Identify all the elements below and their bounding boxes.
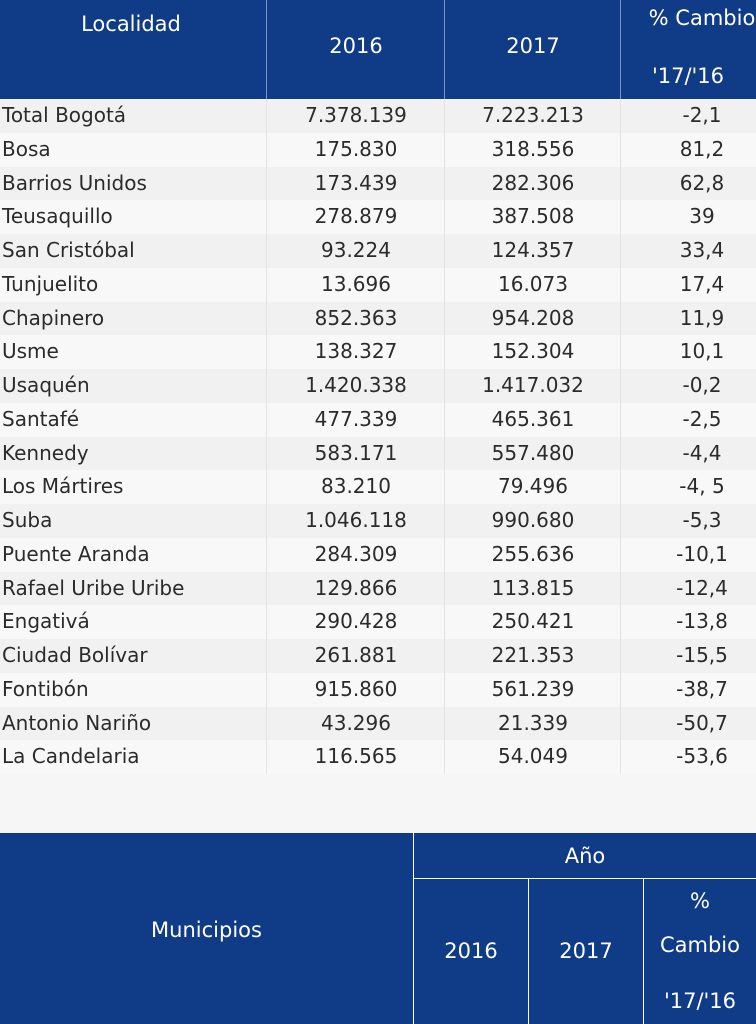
column-divider [266,335,267,369]
header-pct-symbol: % [690,889,710,913]
table-row [0,437,756,471]
column-divider [444,673,445,707]
header-divider [444,0,445,99]
column-divider [266,572,267,606]
pct-change-cell-value: -10,1 [676,541,728,566]
table-row [0,200,756,234]
pct-change-cell-value: -15,5 [676,643,728,667]
column-divider [444,369,445,403]
value-2016-cell: 173.439 [314,170,398,195]
pct-change-cell-value: -2,1 [682,103,722,127]
localidad-name-cell: Fontibón [2,676,89,701]
table-row [0,268,756,302]
column-divider [620,605,621,639]
pct-change-cell-value: -13,8 [676,609,728,634]
column-divider [620,167,621,201]
column-divider [266,639,267,673]
pct-change-cell-value: 10,1 [679,339,725,364]
table-row [0,605,756,639]
localidad-name-cell: San Cristóbal [2,238,135,262]
column-divider [444,133,445,167]
pct-change-cell [622,369,756,403]
pct-change-cell-value: -4, 5 [679,474,725,499]
localidad-name-cell: Teusaquillo [2,204,113,229]
pct-change-cell [622,673,756,707]
header-2017 [446,0,620,99]
value-2016-cell: 13.696 [321,271,391,296]
column-divider [620,369,621,403]
column-divider [266,369,267,403]
value-2016-cell: 583.171 [314,440,398,465]
value-2017-cell: 113.815 [491,575,575,600]
table-row [0,538,756,572]
pct-change-cell [622,740,756,774]
value-2017-cell: 318.556 [491,136,575,161]
pct-change-cell [622,99,756,133]
value-2017-cell: 152.304 [491,339,575,364]
table-row [0,673,756,707]
table-row [0,335,756,369]
value-2017-cell: 250.421 [491,609,575,634]
table-row [0,133,756,167]
column-divider [620,707,621,741]
column-divider [444,707,445,741]
localidad-name-cell: Tunjuelito [2,271,99,296]
column-divider [620,99,621,133]
pct-change-cell [622,403,756,437]
header-2016: 2016 [444,939,498,963]
header-2017: 2017 [559,939,613,963]
header-pct-cambio [622,0,756,99]
pct-change-cell-value: 81,2 [679,136,725,161]
column-divider [444,99,445,133]
value-2016-cell: 1.420.338 [305,373,407,397]
column-divider [266,302,267,336]
header-pct-period-label: '17/'16 [651,64,725,88]
value-2016-cell: 116.565 [314,744,398,769]
column-divider [620,268,621,302]
localidad-name-cell: La Candelaria [2,744,140,769]
localidad-name-cell: Usme [2,339,59,364]
localidad-name-cell: Puente Aranda [2,541,150,566]
value-2016-cell: 284.309 [314,541,398,566]
table-row [0,470,756,504]
pct-change-cell-value: -4,4 [682,440,722,465]
column-divider [266,605,267,639]
header-ano: Año [564,844,606,868]
column-divider [266,133,267,167]
column-divider [266,403,267,437]
pct-change-cell-value: 39 [689,204,715,229]
pct-change-cell [622,133,756,167]
localidad-name-cell: Bosa [2,136,51,161]
value-2017-cell: 954.208 [491,305,575,330]
value-2016-cell: 83.210 [321,474,391,499]
column-divider [266,538,267,572]
localidades-table-body [0,99,756,774]
localidades-table-header [0,0,756,99]
value-2016-cell: 261.881 [314,643,398,667]
localidad-name-cell: Santafé [2,406,80,431]
value-2017-cell: 21.339 [498,710,568,735]
header-2016-label: 2016 [329,34,383,58]
column-divider [266,673,267,707]
pct-change-cell [622,538,756,572]
column-divider [444,200,445,234]
header-pct-period-label: '17/'16 [663,989,737,1013]
table-row [0,99,756,133]
pct-change-cell-value: -50,7 [676,710,728,735]
column-divider [266,234,267,268]
table-row [0,403,756,437]
pct-change-cell-value: 33,4 [679,238,725,262]
column-divider [620,504,621,538]
pct-change-cell [622,335,756,369]
value-2016-cell: 278.879 [314,204,398,229]
value-2016-cell: 93.224 [321,238,391,262]
pct-change-cell-value: -2,5 [682,406,722,431]
value-2017-cell: 221.353 [491,643,575,667]
table-row [0,740,756,774]
table-row [0,504,756,538]
value-2016-cell: 477.339 [314,406,398,431]
value-2017-cell: 124.357 [491,238,575,262]
column-divider [266,504,267,538]
column-divider [444,504,445,538]
pct-change-cell-value: 62,8 [679,170,725,195]
municipios-table-header [0,833,756,1024]
column-divider [620,673,621,707]
header-municipios: Municipios [151,918,262,942]
value-2016-cell: 175.830 [314,136,398,161]
value-2017-cell: 79.496 [498,474,568,499]
pct-change-cell [622,504,756,538]
localidad-name-cell: Rafael Uribe Uribe [2,575,185,600]
pct-change-cell [622,572,756,606]
localidad-name-cell: Engativá [2,609,90,634]
localidad-name-cell: Usaquén [2,373,90,397]
value-2016-cell: 915.860 [314,676,398,701]
pct-change-cell [622,707,756,741]
pct-change-cell [622,605,756,639]
table-row [0,167,756,201]
value-2017-cell: 990.680 [491,508,575,532]
column-divider [444,538,445,572]
pct-change-cell [622,268,756,302]
value-2017-cell: 255.636 [491,541,575,566]
column-divider [266,200,267,234]
column-divider [444,302,445,336]
column-divider [444,740,445,774]
localidad-name-cell: Kennedy [2,440,89,465]
header-2017-label: 2017 [506,34,560,58]
header-divider [620,0,621,99]
value-2016-cell: 7.378.139 [305,103,407,127]
header-2016 [268,0,444,99]
column-divider [620,437,621,471]
column-divider [444,335,445,369]
pct-change-cell [622,639,756,673]
table-row [0,639,756,673]
value-2016-cell: 1.046.118 [305,508,407,532]
pct-change-cell [622,234,756,268]
column-divider [620,538,621,572]
table-row [0,302,756,336]
pct-change-cell [622,167,756,201]
pct-change-cell [622,200,756,234]
header-pct-cambio-label: % Cambio [648,6,756,30]
table-row [0,234,756,268]
value-2017-cell: 465.361 [491,406,575,431]
localidad-name-cell: Chapinero [2,305,105,330]
pct-change-cell-value: -53,6 [676,744,728,769]
column-divider [266,740,267,774]
column-divider [620,639,621,673]
column-divider [620,234,621,268]
localidad-name-cell: Total Bogotá [2,103,127,127]
localidad-name-cell: Los Mártires [2,474,124,499]
pct-change-cell-value: -0,2 [682,373,722,397]
value-2016-cell: 852.363 [314,305,398,330]
localidad-name-cell: Barrios Unidos [2,170,147,195]
localidad-name-cell: Suba [2,508,53,532]
pct-change-cell-value: -38,7 [676,676,728,701]
column-divider [620,133,621,167]
pct-change-cell-value: 17,4 [679,271,725,296]
column-divider [266,167,267,201]
column-divider [266,707,267,741]
header-pct-cambio-label: Cambio [659,933,740,957]
value-2016-cell: 129.866 [314,575,398,600]
column-divider [444,234,445,268]
column-divider [266,268,267,302]
localidad-name-cell: Antonio Nariño [2,710,152,735]
pct-change-cell-value: -12,4 [676,575,728,600]
column-divider [266,470,267,504]
column-divider [620,403,621,437]
header-localidad-label: Localidad [81,12,181,36]
value-2017-cell: 387.508 [491,204,575,229]
pct-change-cell-value: 11,9 [679,305,725,330]
value-2017-cell: 16.073 [498,271,568,296]
pct-change-cell [622,437,756,471]
column-divider [444,167,445,201]
column-divider [620,200,621,234]
value-2016-cell: 138.327 [314,339,398,364]
value-2017-cell: 282.306 [491,170,575,195]
column-divider [444,605,445,639]
column-divider [620,740,621,774]
column-divider [620,470,621,504]
header-divider [266,0,267,99]
column-divider [620,335,621,369]
pct-change-cell [622,470,756,504]
header-divider [414,878,756,879]
column-divider [620,572,621,606]
column-divider [444,572,445,606]
column-divider [444,639,445,673]
pct-change-cell [622,302,756,336]
value-2017-cell: 1.417.032 [482,373,584,397]
column-divider [266,99,267,133]
column-divider [444,403,445,437]
table-row [0,369,756,403]
header-localidad [0,0,265,99]
pct-change-cell-value: -5,3 [682,508,722,532]
value-2017-cell: 557.480 [491,440,575,465]
column-divider [444,437,445,471]
table-row [0,572,756,606]
value-2017-cell: 561.239 [491,676,575,701]
value-2016-cell: 43.296 [321,710,391,735]
column-divider [620,302,621,336]
table-row [0,707,756,741]
localidad-name-cell: Ciudad Bolívar [2,643,148,667]
column-divider [444,268,445,302]
value-2016-cell: 290.428 [314,609,398,634]
value-2017-cell: 7.223.213 [482,103,584,127]
column-divider [444,470,445,504]
value-2017-cell: 54.049 [498,744,568,769]
column-divider [266,437,267,471]
